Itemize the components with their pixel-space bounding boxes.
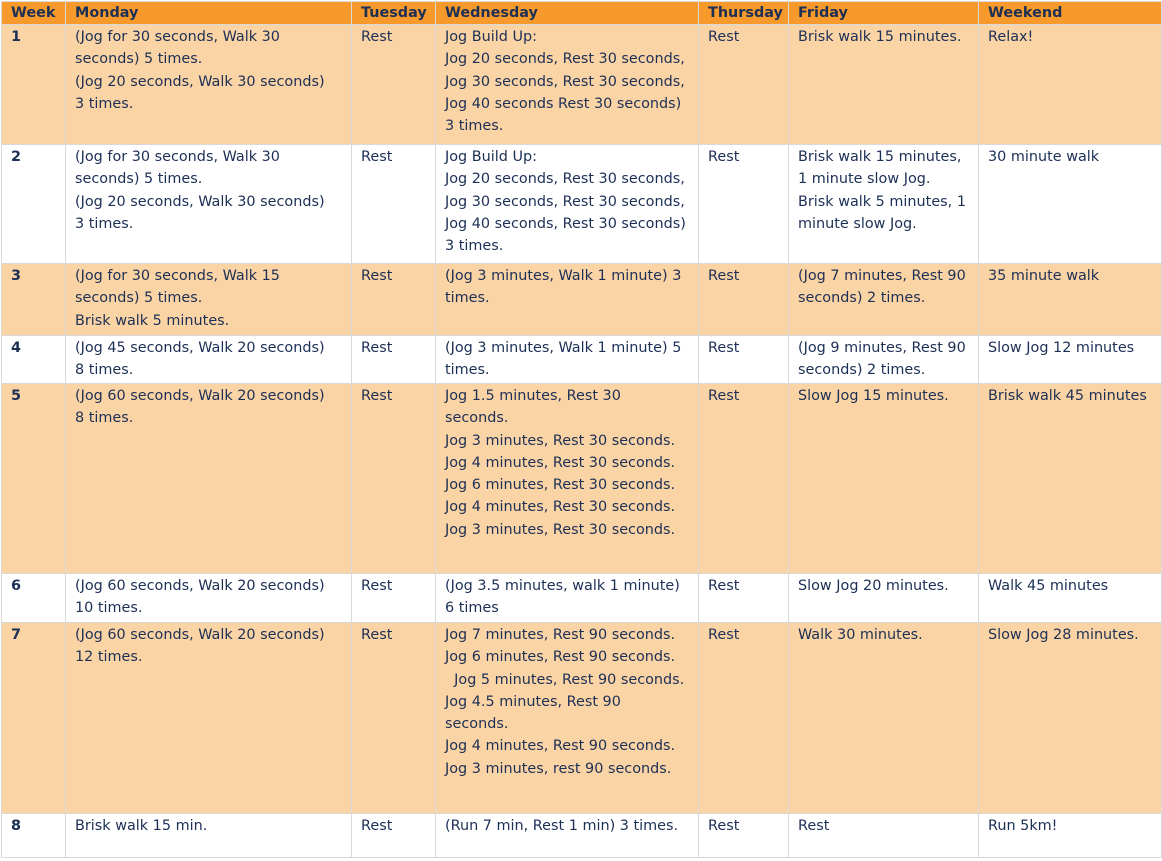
- weekend-cell: [979, 264, 1162, 336]
- monday-cell: [66, 264, 352, 336]
- cell-line: Jog 7 minutes, Rest 90 seconds.: [445, 627, 676, 643]
- tuesday-cell: [352, 623, 436, 814]
- cell-line: Jog 30 seconds, Rest 30 seconds,: [445, 73, 685, 90]
- cell-line: Rest: [361, 388, 393, 404]
- cell-line: (Jog for 30 seconds, Walk 30: [75, 149, 280, 165]
- cell-line: 8 times.: [75, 410, 134, 427]
- cell-line: seconds) 5 times.: [75, 51, 203, 68]
- header-friday: Friday: [789, 2, 979, 25]
- cell-line: Brisk walk 5 minutes, 1: [798, 193, 966, 210]
- cell-line: Slow Jog 12 minutes: [988, 340, 1135, 356]
- cell-line: (Jog 20 seconds, Walk 30 seconds): [75, 73, 325, 90]
- cell-line: Rest: [708, 627, 740, 643]
- cell-line: Rest: [361, 627, 393, 643]
- thursday-cell: [699, 623, 789, 814]
- cell-line: Rest: [798, 818, 830, 834]
- cell-line: Rest: [361, 818, 393, 834]
- friday-cell: [789, 145, 979, 264]
- header-tuesday: Tuesday: [352, 2, 436, 25]
- cell-line: (Jog 45 seconds, Walk 20 seconds): [75, 340, 325, 356]
- weekend-cell: [979, 145, 1162, 264]
- cell-line: Slow Jog 20 minutes.: [798, 578, 949, 594]
- cell-line: (Jog 20 seconds, Walk 30 seconds): [75, 193, 325, 210]
- week-number-cell: 8: [2, 814, 66, 858]
- week-number-cell: 2: [2, 145, 66, 264]
- monday-cell: [66, 384, 352, 574]
- cell-line: Slow Jog 28 minutes.: [988, 627, 1139, 643]
- cell-line: (Jog 7 minutes, Rest 90: [798, 268, 966, 284]
- cell-line: (Jog 60 seconds, Walk 20 seconds): [75, 627, 325, 643]
- friday-cell: [789, 264, 979, 336]
- cell-line: Jog 3 minutes, rest 90 seconds.: [445, 760, 672, 777]
- wednesday-cell: [436, 384, 699, 574]
- week-number-cell: 3: [2, 264, 66, 336]
- monday-cell: [66, 336, 352, 384]
- cell-line: 1 minute slow Jog.: [798, 171, 931, 188]
- table-row: [2, 574, 1162, 623]
- monday-cell: [66, 623, 352, 814]
- cell-line: Jog Build Up:: [445, 149, 537, 165]
- cell-line: Rest: [361, 29, 393, 45]
- monday-cell: [66, 814, 352, 858]
- cell-line: Jog 4.5 minutes, Rest 90: [445, 693, 621, 710]
- thursday-cell: [699, 336, 789, 384]
- cell-line: seconds.: [445, 410, 509, 427]
- monday-cell: [66, 25, 352, 145]
- cell-line: Jog 20 seconds, Rest 30 seconds,: [445, 171, 685, 188]
- cell-line: 12 times.: [75, 649, 143, 666]
- week-number-cell: 5: [2, 384, 66, 574]
- cell-line: Rest: [361, 149, 393, 165]
- cell-line: seconds) 2 times.: [798, 362, 926, 379]
- cell-line: Brisk walk 15 minutes.: [798, 29, 962, 45]
- cell-line: Jog 40 seconds Rest 30 seconds): [445, 95, 682, 112]
- cell-line: times.: [445, 362, 490, 379]
- cell-line: seconds) 5 times.: [75, 290, 203, 307]
- cell-line: 35 minute walk: [988, 268, 1100, 284]
- header-row: [2, 2, 1162, 25]
- cell-line: Rest: [708, 29, 740, 45]
- monday-cell: [66, 145, 352, 264]
- cell-line: Walk 45 minutes: [988, 578, 1109, 594]
- wednesday-cell: [436, 336, 699, 384]
- wednesday-cell: [436, 623, 699, 814]
- cell-line: Walk 30 minutes.: [798, 627, 923, 643]
- cell-line: Brisk walk 15 minutes,: [798, 149, 962, 165]
- cell-line: 6 times: [445, 600, 499, 617]
- cell-line: Slow Jog 15 minutes.: [798, 388, 949, 404]
- cell-line: Rest: [708, 578, 740, 594]
- cell-line: Brisk walk 45 minutes: [988, 388, 1147, 404]
- wednesday-cell: [436, 574, 699, 623]
- cell-line: minute slow Jog.: [798, 215, 917, 232]
- training-plan-table: [1, 1, 1162, 858]
- cell-line: Jog 4 minutes, Rest 30 seconds.: [445, 454, 676, 471]
- thursday-cell: [699, 814, 789, 858]
- cell-line: (Run 7 min, Rest 1 min) 3 times.: [445, 818, 679, 834]
- header-thursday: Thursday: [699, 2, 789, 25]
- cell-line: Rest: [708, 340, 740, 356]
- friday-cell: [789, 814, 979, 858]
- cell-line: 3 times.: [445, 238, 504, 255]
- friday-cell: [789, 336, 979, 384]
- table-body: [2, 25, 1162, 858]
- thursday-cell: [699, 25, 789, 145]
- cell-line: Jog 40 seconds, Rest 30 seconds): [445, 215, 686, 232]
- weekend-cell: [979, 574, 1162, 623]
- tuesday-cell: [352, 264, 436, 336]
- cell-line: Rest: [708, 268, 740, 284]
- tuesday-cell: [352, 145, 436, 264]
- tuesday-cell: [352, 574, 436, 623]
- table-row: [2, 264, 1162, 336]
- cell-line: seconds.: [445, 716, 509, 733]
- cell-line: Jog Build Up:: [445, 29, 537, 45]
- thursday-cell: [699, 384, 789, 574]
- cell-line: 30 minute walk: [988, 149, 1100, 165]
- cell-line: (Jog 60 seconds, Walk 20 seconds): [75, 578, 325, 594]
- cell-line: times.: [445, 290, 490, 307]
- cell-line: Run 5km!: [988, 818, 1058, 834]
- cell-line: Rest: [361, 268, 393, 284]
- table-row: [2, 145, 1162, 264]
- weekend-cell: [979, 814, 1162, 858]
- cell-line: Brisk walk 15 min.: [75, 818, 208, 834]
- weekend-cell: [979, 384, 1162, 574]
- tuesday-cell: [352, 336, 436, 384]
- week-number-cell: 6: [2, 574, 66, 623]
- cell-line: 10 times.: [75, 600, 143, 617]
- cell-line: 8 times.: [75, 362, 134, 379]
- cell-line: Jog 3 minutes, Rest 30 seconds.: [445, 432, 676, 449]
- cell-line: Jog 1.5 minutes, Rest 30: [445, 388, 621, 404]
- weekend-cell: [979, 336, 1162, 384]
- wednesday-cell: [436, 814, 699, 858]
- cell-line: Rest: [361, 340, 393, 356]
- cell-line: Brisk walk 5 minutes.: [75, 312, 230, 329]
- cell-line: (Jog for 30 seconds, Walk 30: [75, 29, 280, 45]
- wednesday-cell: [436, 145, 699, 264]
- cell-line: Jog 3 minutes, Rest 30 seconds.: [445, 521, 676, 538]
- friday-cell: [789, 384, 979, 574]
- table-row: [2, 814, 1162, 858]
- cell-line: 3 times.: [75, 95, 134, 112]
- cell-line: 3 times.: [75, 215, 134, 232]
- table-row: [2, 25, 1162, 145]
- cell-line: (Jog 3 minutes, Walk 1 minute) 3: [445, 268, 682, 284]
- cell-line: Rest: [708, 388, 740, 404]
- header-week: Week: [2, 2, 66, 25]
- wednesday-cell: [436, 264, 699, 336]
- thursday-cell: [699, 145, 789, 264]
- friday-cell: [789, 25, 979, 145]
- thursday-cell: [699, 574, 789, 623]
- cell-line: Jog 4 minutes, Rest 90 seconds.: [445, 738, 676, 755]
- cell-line: (Jog 3 minutes, Walk 1 minute) 5: [445, 340, 682, 356]
- cell-line: Rest: [708, 149, 740, 165]
- header-monday: Monday: [66, 2, 352, 25]
- cell-line: (Jog 9 minutes, Rest 90: [798, 340, 966, 356]
- cell-line: (Jog 3.5 minutes, walk 1 minute): [445, 578, 680, 594]
- table-row: [2, 623, 1162, 814]
- cell-line: Jog 4 minutes, Rest 30 seconds.: [445, 499, 676, 516]
- cell-line: Jog 20 seconds, Rest 30 seconds,: [445, 51, 685, 68]
- cell-line: (Jog for 30 seconds, Walk 15: [75, 268, 280, 284]
- cell-line: (Jog 60 seconds, Walk 20 seconds): [75, 388, 325, 404]
- cell-line: Rest: [361, 578, 393, 594]
- wednesday-cell: [436, 25, 699, 145]
- cell-line: Rest: [708, 818, 740, 834]
- cell-line: Jog 30 seconds, Rest 30 seconds,: [445, 193, 685, 210]
- week-number-cell: 7: [2, 623, 66, 814]
- tuesday-cell: [352, 25, 436, 145]
- tuesday-cell: [352, 384, 436, 574]
- cell-line: Jog 6 minutes, Rest 90 seconds.: [445, 649, 676, 666]
- table-header: [2, 2, 1162, 25]
- header-wednesday: Wednesday: [436, 2, 699, 25]
- cell-line: seconds) 2 times.: [798, 290, 926, 307]
- cell-line: Jog 6 minutes, Rest 30 seconds.: [445, 477, 676, 494]
- friday-cell: [789, 623, 979, 814]
- table-row: [2, 384, 1162, 574]
- week-number-cell: 1: [2, 25, 66, 145]
- week-number-cell: 4: [2, 336, 66, 384]
- cell-line: Relax!: [988, 29, 1034, 45]
- weekend-cell: [979, 25, 1162, 145]
- cell-line: 3 times.: [445, 118, 504, 135]
- header-weekend: Weekend: [979, 2, 1162, 25]
- cell-line: seconds) 5 times.: [75, 171, 203, 188]
- monday-cell: [66, 574, 352, 623]
- weekend-cell: [979, 623, 1162, 814]
- tuesday-cell: [352, 814, 436, 858]
- table-row: [2, 336, 1162, 384]
- friday-cell: [789, 574, 979, 623]
- thursday-cell: [699, 264, 789, 336]
- cell-line: Jog 5 minutes, Rest 90 seconds.: [445, 671, 685, 688]
